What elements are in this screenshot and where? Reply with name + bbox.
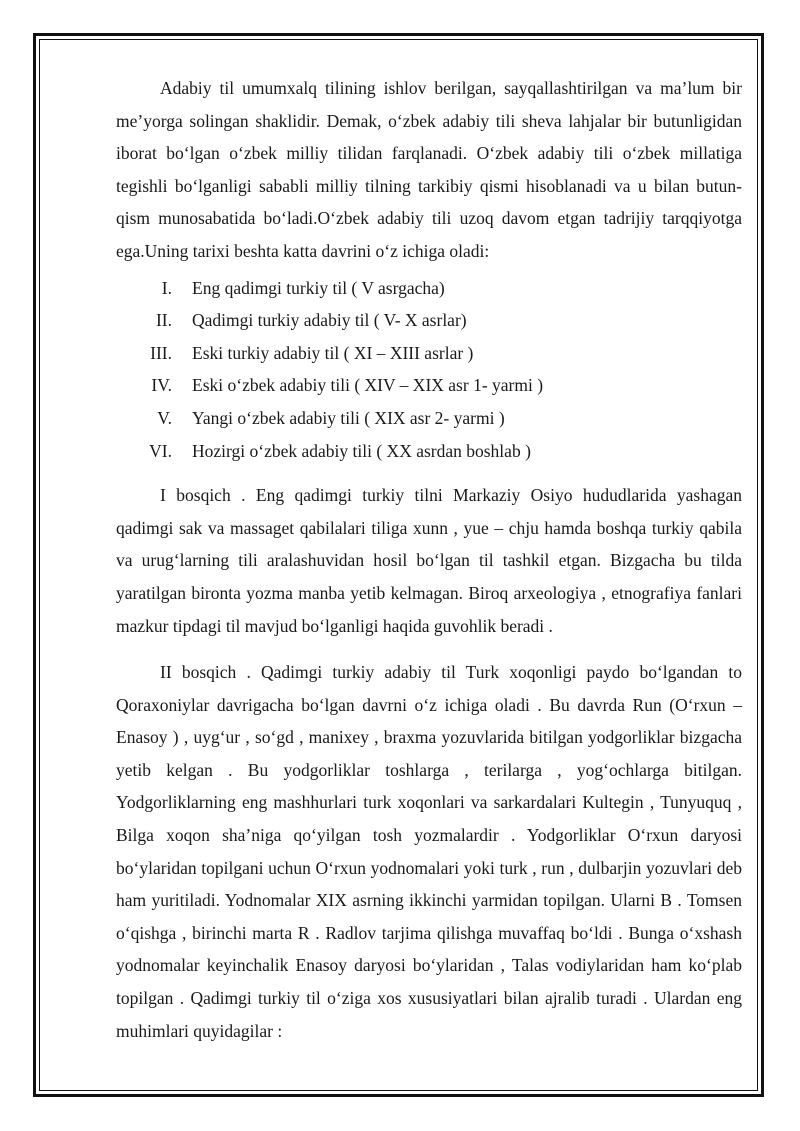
list-item-number: III.	[150, 342, 172, 363]
list-item	[116, 402, 742, 435]
list-item-number: IV.	[151, 375, 172, 396]
periods-list	[116, 272, 742, 468]
intro-paragraph: Adabiy til umumxalq tilining ishlov berilgan, sayqallashtirilgan va ma’lum bir me’yorga solingan shaklidir. Demak, o‘zbek adabiy tili sheva lahjalar bir butunligidan iborat bo‘lgan o‘zbek milliy tilidan farqlanadi. O‘zbek adabiy tili o‘zbek millatiga tegishli bo‘lganligi sababli milliy tilning tarkibiy qismi hisoblanadi va u bilan butun- qism munosabatida bo‘ladi.O‘zbek adabiy tili uzoq davom etgan tadrijiy tarqqiyotga ega.Uning tarixi beshta katta davrini o‘z ichiga oladi:	[116, 78, 742, 261]
list-item-text: Yangi o‘zbek adabiy tili ( XIX asr 2- yarmi )	[192, 407, 505, 428]
list-item-text: Eski o‘zbek adabiy tili ( XIV – XIX asr 1- yarmi )	[192, 375, 544, 396]
list-item	[116, 369, 742, 402]
stage-1-paragraph: I bosqich . Eng qadimgi turkiy tilni Markaziy Osiyo hududlarida yashagan qadimgi sak va massaget qabilalari tiliga xunn , yue – chju hamda boshqa turkiy qabila va urug‘larning tili aralashuvidan hosil bo‘lgan til tashkil etgan. Bizgacha bu tilda yaratilgan bironta yozma manba yetib kelmagan. Biroq arxeologiya , etnografiya fanlari mazkur tipdagi til mavjud bo‘lganligi haqida guvohlik beradi .	[116, 485, 742, 636]
list-item-number: II.	[155, 310, 172, 331]
list-item	[116, 272, 742, 305]
list-item	[116, 304, 742, 337]
list-item-text: Qadimgi turkiy adabiy til ( V- X asrlar)	[192, 310, 467, 331]
list-item-number: I.	[161, 277, 172, 298]
list-item-text: Eski turkiy adabiy til ( XI – XIII asrlar )	[192, 342, 474, 363]
list-item-text: Eng qadimgi turkiy til ( V asrgacha)	[192, 277, 445, 298]
list-item-number: VI.	[149, 440, 172, 461]
document-body	[116, 72, 742, 1047]
stage-2-paragraph: II bosqich . Qadimgi turkiy adabiy til Turk xoqonligi paydo bo‘lgandan to Qoraxoniylar davrigacha bo‘lgan davrni o‘z ichiga oladi . Bu davrda Run (O‘rxun – Enasoy ) , uyg‘ur , so‘gd , manixey , braxma yozuvlarida bitilgan yodgorliklar bizgacha yetib kelgan . Bu yodgorliklar toshlarga , terilarga , yog‘ochlarga bitilgan. Yodgorliklarning eng mashhurlari turk xoqonlari va sarkardalari Kultegin , Tunyuquq , Bilga xoqon sha’niga qo‘yilgan tosh yozmalardir . Yodgorliklar O‘rxun daryosi bo‘ylaridan topilgani uchun O‘rxun yodnomalari yoki turk , run , dulbarjin yozuvlari deb ham yuritiladi. Yodnomalar XIX asrning ikkinchi yarmidan topilgan. Ularni B . Tomsen o‘qishga , birinchi marta R . Radlov tarjima qilishga muvaffaq bo‘ldi . Bunga o‘xshash yodnomalar keyinchalik Enasoy daryosi bo‘ylaridan , Talas vodiylaridan ham ko‘plab topilgan . Qadimgi turkiy til o‘ziga xos xususiyatlari bilan ajralib turadi . Ulardan eng muhimlari quyidagilar :	[116, 662, 742, 1041]
list-item-number: V.	[157, 407, 172, 428]
list-item-text: Hozirgi o‘zbek adabiy tili ( XX asrdan boshlab )	[192, 440, 531, 461]
list-item	[116, 337, 742, 370]
list-item	[116, 435, 742, 468]
